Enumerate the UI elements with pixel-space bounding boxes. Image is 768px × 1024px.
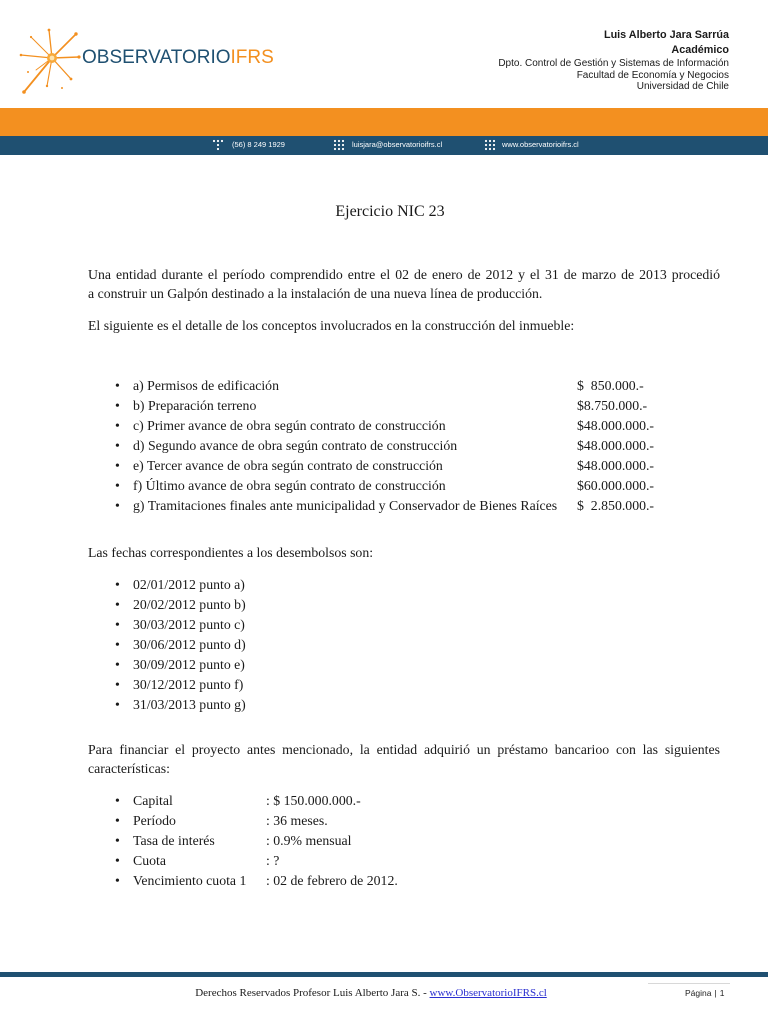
author-department: Dpto. Control de Gestión y Sistemas de Información [498,58,729,69]
list-bullet [115,456,120,476]
email-icon [333,139,345,151]
disbursement-date: 02/01/2012 punto a) [133,577,245,592]
disbursement-date-item [0,615,768,635]
loan-term-label: Vencimiento cuota 1 [133,873,247,888]
page-number-label: Página [685,988,712,998]
loan-term-item [0,871,768,891]
concept-item [0,436,768,456]
list-bullet [115,811,120,831]
logo-text [82,46,274,70]
disbursement-date-item [0,675,768,695]
concept-amount: $60.000.000.- [577,478,655,493]
loan-term-label: Capital [133,793,173,808]
disbursement-date-item [0,655,768,675]
author-university: Universidad de Chile [636,81,729,92]
page-number-block [685,987,724,999]
dates-intro-text: Las fechas correspondientes a los desembolsos son: [88,545,374,560]
dates-list [0,575,768,715]
disbursement-date-item [0,595,768,615]
footer-copyright-text: Derechos Reservados Profesor Luis Alberto Jara S. - [195,987,430,999]
concept-item [0,456,768,476]
loan-term-value: : 02 de febrero de 2012. [266,873,398,888]
loan-intro-line: Para financiar el proyecto antes mencionado, la entidad adquirió un préstamo bancarioo con las siguientes [88,742,720,757]
list-bullet [115,791,120,811]
concept-amount: $48.000.000.- [577,418,655,433]
loan-intro-line: características: [88,761,170,776]
disbursement-date: 30/03/2012 punto c) [133,617,245,632]
list-bullet [115,595,120,615]
concept-label: e) Tercer avance de obra según contrato de construcción [133,458,443,473]
list-bullet [115,416,120,436]
page-number-separator: | [714,988,717,998]
disbursement-date-item [0,635,768,655]
concept-label: b) Preparación terreno [133,398,257,413]
list-bullet [115,655,120,675]
loan-term-value: : 0.9% mensual [266,833,352,848]
footer-copyright [0,986,742,1000]
loan-term-label: Tasa de interés [133,833,215,848]
concept-item [0,416,768,436]
concept-label: f) Último avance de obra según contrato de construcción [133,478,446,493]
concept-item [0,496,768,516]
loan-terms-list [0,791,768,891]
loan-term-value: : 36 meses. [266,813,328,828]
web-icon [484,139,496,151]
disbursement-date: 31/03/2013 punto g) [133,697,246,712]
list-bullet [115,871,120,891]
concept-item [0,376,768,396]
document-title: Ejercicio NIC 23 [335,203,445,220]
intro-line: a construir un Galpón destinado a la instalación de una nueva línea de producción. [88,286,543,301]
concepts-intro [88,316,720,336]
footer-rule [0,972,768,977]
list-bullet [115,575,120,595]
intro-line: Una entidad durante el período comprendido entre el 02 de enero de 2012 y el 31 de marzo de 2013 procedió [88,267,720,282]
loan-term-item [0,811,768,831]
email-address: luisjara@observatorioifrs.cl [352,140,443,149]
concept-item [0,396,768,416]
orange-header-band [0,108,768,136]
loan-term-label: Período [133,813,176,828]
concept-label: d) Segundo avance de obra según contrato de construcción [133,438,458,453]
contact-bar [0,136,768,155]
list-bullet [115,695,120,715]
loan-term-item [0,831,768,851]
concepts-intro-text: El siguiente es el detalle de los conceptos involucrados en la construcción del inmueble: [88,318,575,333]
concept-amount: $48.000.000.- [577,458,655,473]
list-bullet [115,376,120,396]
starburst-logo-icon [16,26,82,98]
disbursement-date: 30/09/2012 punto e) [133,657,245,672]
author-faculty: Facultad de Economía y Negocios [576,70,729,81]
list-bullet [115,476,120,496]
concept-amount: $ 850.000.- [577,378,644,393]
page-number: 1 [719,988,725,998]
list-bullet [115,675,120,695]
list-bullet [115,615,120,635]
disbursement-date: 20/02/2012 punto b) [133,597,246,612]
concept-item [0,476,768,496]
concept-amount: $ 2.850.000.- [577,498,655,513]
loan-term-item [0,851,768,871]
loan-term-value: : ? [266,853,280,868]
list-bullet [115,851,120,871]
page-number-rule [648,983,730,984]
logo-word-observatorio: OBSERVATORIO [82,47,231,68]
concept-label: a) Permisos de edificación [133,378,279,393]
author-role: Académico [671,44,729,56]
list-bullet [115,396,120,416]
loan-term-label: Cuota [133,853,166,868]
website-url: www.observatorioifrs.cl [502,140,579,149]
list-bullet [115,496,120,516]
intro-paragraph [88,265,720,303]
logo-word-ifrs: IFRS [230,47,274,68]
disbursement-date-item [0,575,768,595]
loan-intro-paragraph [88,740,720,778]
list-bullet [115,635,120,655]
list-bullet [115,831,120,851]
dates-intro [88,543,720,563]
list-bullet [115,436,120,456]
loan-term-value: : $ 150.000.000.- [266,793,361,808]
loan-term-item [0,791,768,811]
footer-link[interactable]: www.ObservatorioIFRS.cl [429,987,547,999]
disbursement-date: 30/12/2012 punto f) [133,677,244,692]
author-name: Luis Alberto Jara Sarrúa [603,29,729,41]
disbursement-date: 30/06/2012 punto d) [133,637,246,652]
concepts-list [0,376,768,516]
concept-label: c) Primer avance de obra según contrato de construcción [133,418,446,433]
concept-label: g) Tramitaciones finales ante municipalidad y Conservador de Bienes Raíces [133,498,558,513]
phone-icon [212,139,224,151]
concept-amount: $8.750.000.- [577,398,648,413]
phone-number: (56) 8 249 1929 [232,140,285,149]
disbursement-date-item [0,695,768,715]
concept-amount: $48.000.000.- [577,438,655,453]
